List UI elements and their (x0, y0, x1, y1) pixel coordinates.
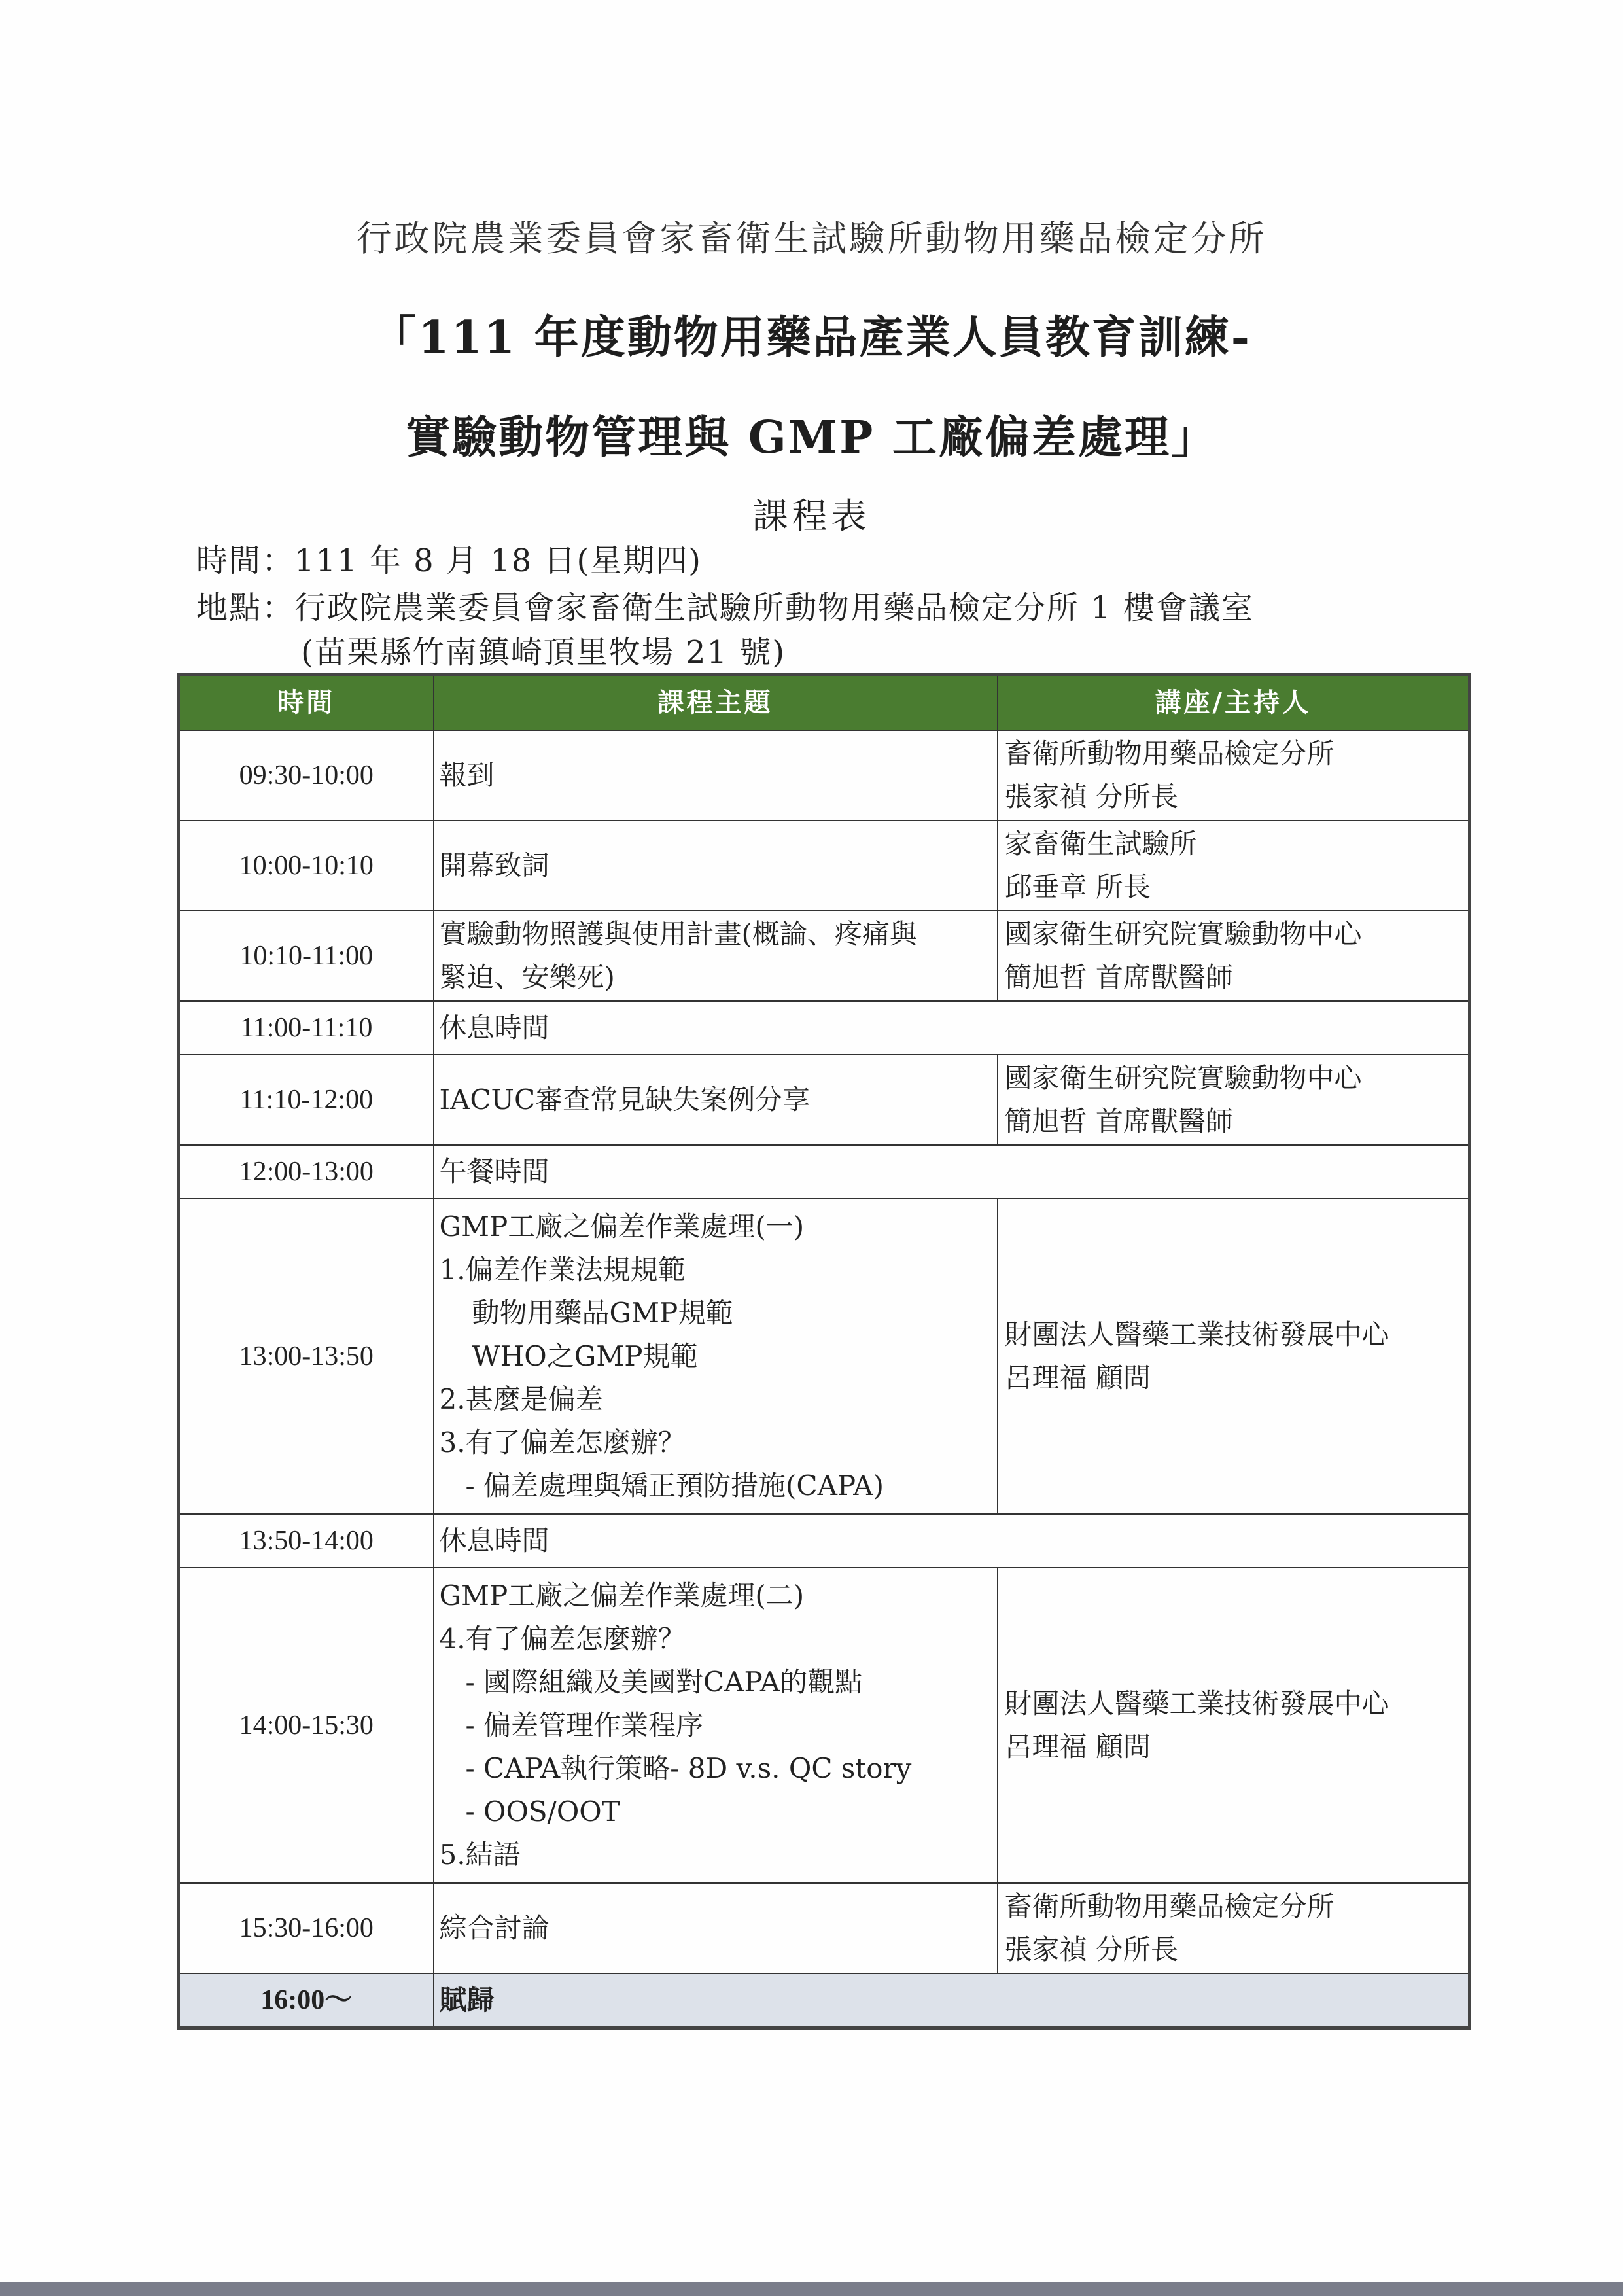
table-row (179, 1568, 1470, 1883)
topic-line: 1.偏差作業法規規範 (439, 1254, 686, 1286)
speaker-line: 國家衛生研究院實驗動物中心 (1004, 918, 1362, 950)
topic-cell (434, 1001, 1470, 1055)
speaker-line: 畜衛所動物用藥品檢定分所 (1004, 737, 1335, 769)
speaker-line: 張家禎 分所長 (1004, 1934, 1178, 1966)
speaker-cell (998, 911, 1470, 1001)
time-cell: 15:30-16:00 (179, 1883, 434, 1973)
topic-line: 休息時間 (439, 1012, 550, 1044)
topic-line: 實驗動物照護與使用計畫(概論、疼痛與 (439, 918, 917, 950)
topic-cell (434, 730, 998, 821)
table-row (179, 1514, 1470, 1568)
topic-cell (434, 1883, 998, 1973)
title-line-1: 「111 年度動物用藥品產業人員教育訓練- (372, 311, 1251, 364)
topic-line: 緊迫、安樂死) (439, 961, 615, 993)
schedule-table (177, 673, 1471, 2030)
date-line: 時間：111 年 8 月 18 日(星期四) (196, 542, 702, 579)
table-row (179, 1973, 1470, 2028)
time-cell: 13:50-14:00 (179, 1514, 434, 1568)
table-row (179, 1199, 1470, 1514)
topic-line: 午餐時間 (439, 1156, 550, 1188)
topic-line: - 偏差管理作業程序 (465, 1709, 704, 1741)
speaker-cell (998, 1883, 1470, 1973)
speaker-line: 畜衛所動物用藥品檢定分所 (1004, 1890, 1335, 1922)
organization-name: 行政院農業委員會家畜衛生試驗所動物用藥品檢定分所 (356, 218, 1267, 259)
topic-cell (434, 1973, 1470, 2028)
time-cell: 12:00-13:00 (179, 1145, 434, 1199)
time-cell: 13:00-13:50 (179, 1199, 434, 1514)
speaker-line: 財團法人醫藥工業技術發展中心 (1004, 1318, 1389, 1351)
speaker-cell (998, 821, 1470, 911)
table-row (179, 730, 1470, 821)
time-cell: 11:10-12:00 (179, 1055, 434, 1145)
table-row (179, 821, 1470, 911)
speaker-line: 國家衛生研究院實驗動物中心 (1004, 1062, 1362, 1094)
topic-line: - OOS/OOT (465, 1795, 620, 1828)
topic-cell (434, 1145, 1470, 1199)
topic-cell (434, 1514, 1470, 1568)
title-line-2: 實驗動物管理與 GMP 工廠偏差處理」 (406, 412, 1217, 464)
topic-line: GMP工廠之偏差作業處理(二) (439, 1580, 805, 1612)
topic-line: 賦歸 (439, 1984, 495, 2016)
speaker-line: 呂理福 顧問 (1004, 1731, 1151, 1763)
speaker-line: 邱垂章 所長 (1004, 871, 1151, 903)
speaker-line: 家畜衛生試驗所 (1004, 828, 1197, 860)
speaker-line: 財團法人醫藥工業技術發展中心 (1004, 1687, 1389, 1720)
topic-line: 綜合討論 (439, 1912, 550, 1944)
speaker-line: 簡旭哲 首席獸醫師 (1004, 961, 1233, 993)
header-speaker: 講座/主持人 (998, 675, 1470, 731)
topic-cell (434, 1055, 998, 1145)
topic-cell (434, 1199, 998, 1514)
address-line: (苗栗縣竹南鎮崎頂里牧場 21 號) (301, 634, 786, 671)
topic-line: 4.有了偏差怎麼辦？ (439, 1623, 686, 1655)
topic-line: - 國際組織及美國對CAPA的觀點 (465, 1666, 863, 1698)
topic-line: 報到 (439, 759, 495, 791)
speaker-line: 張家禎 分所長 (1004, 781, 1178, 813)
schedule-subtitle: 課程表 (752, 495, 871, 537)
topic-line: WHO之GMP規範 (472, 1340, 698, 1372)
topic-line: IACUC審查常見缺失案例分享 (439, 1084, 811, 1116)
location-line: 地點：行政院農業委員會家畜衛生試驗所動物用藥品檢定分所 1 樓會議室 (196, 590, 1255, 626)
topic-line: 5.結語 (439, 1839, 521, 1871)
topic-line: 休息時間 (439, 1525, 550, 1557)
topic-cell (434, 911, 998, 1001)
topic-cell (434, 821, 998, 911)
header-topic: 課程主題 (434, 675, 998, 731)
time-cell: 10:10-11:00 (179, 911, 434, 1001)
time-cell: 11:00-11:10 (179, 1001, 434, 1055)
scan-edge-strip (0, 2282, 1623, 2296)
speaker-cell (998, 730, 1470, 821)
table-row (179, 1883, 1470, 1973)
speaker-cell (998, 1568, 1470, 1883)
topic-line: 開幕致詞 (439, 849, 550, 881)
topic-line: 3.有了偏差怎麼辦？ (439, 1426, 686, 1458)
speaker-cell (998, 1055, 1470, 1145)
time-cell: 10:00-10:10 (179, 821, 434, 911)
topic-cell (434, 1568, 998, 1883)
topic-line: - CAPA執行策略- 8D v.s. QC story (465, 1752, 912, 1784)
table-header-row (179, 675, 1470, 731)
speaker-cell (998, 1199, 1470, 1514)
speaker-line: 呂理福 顧問 (1004, 1362, 1151, 1394)
table-row (179, 911, 1470, 1001)
topic-line: 2.甚麼是偏差 (439, 1383, 603, 1415)
topic-line: 動物用藥品GMP規範 (472, 1297, 733, 1329)
speaker-line: 簡旭哲 首席獸醫師 (1004, 1105, 1233, 1137)
time-cell: 09:30-10:00 (179, 730, 434, 821)
table-row (179, 1145, 1470, 1199)
topic-line: GMP工廠之偏差作業處理(一) (439, 1210, 805, 1243)
header-time: 時間 (179, 675, 434, 731)
time-cell: 16:00～ (179, 1973, 434, 2028)
table-row (179, 1055, 1470, 1145)
table-row (179, 1001, 1470, 1055)
topic-line: - 偏差處理與矯正預防措施(CAPA) (465, 1470, 884, 1502)
time-cell: 14:00-15:30 (179, 1568, 434, 1883)
